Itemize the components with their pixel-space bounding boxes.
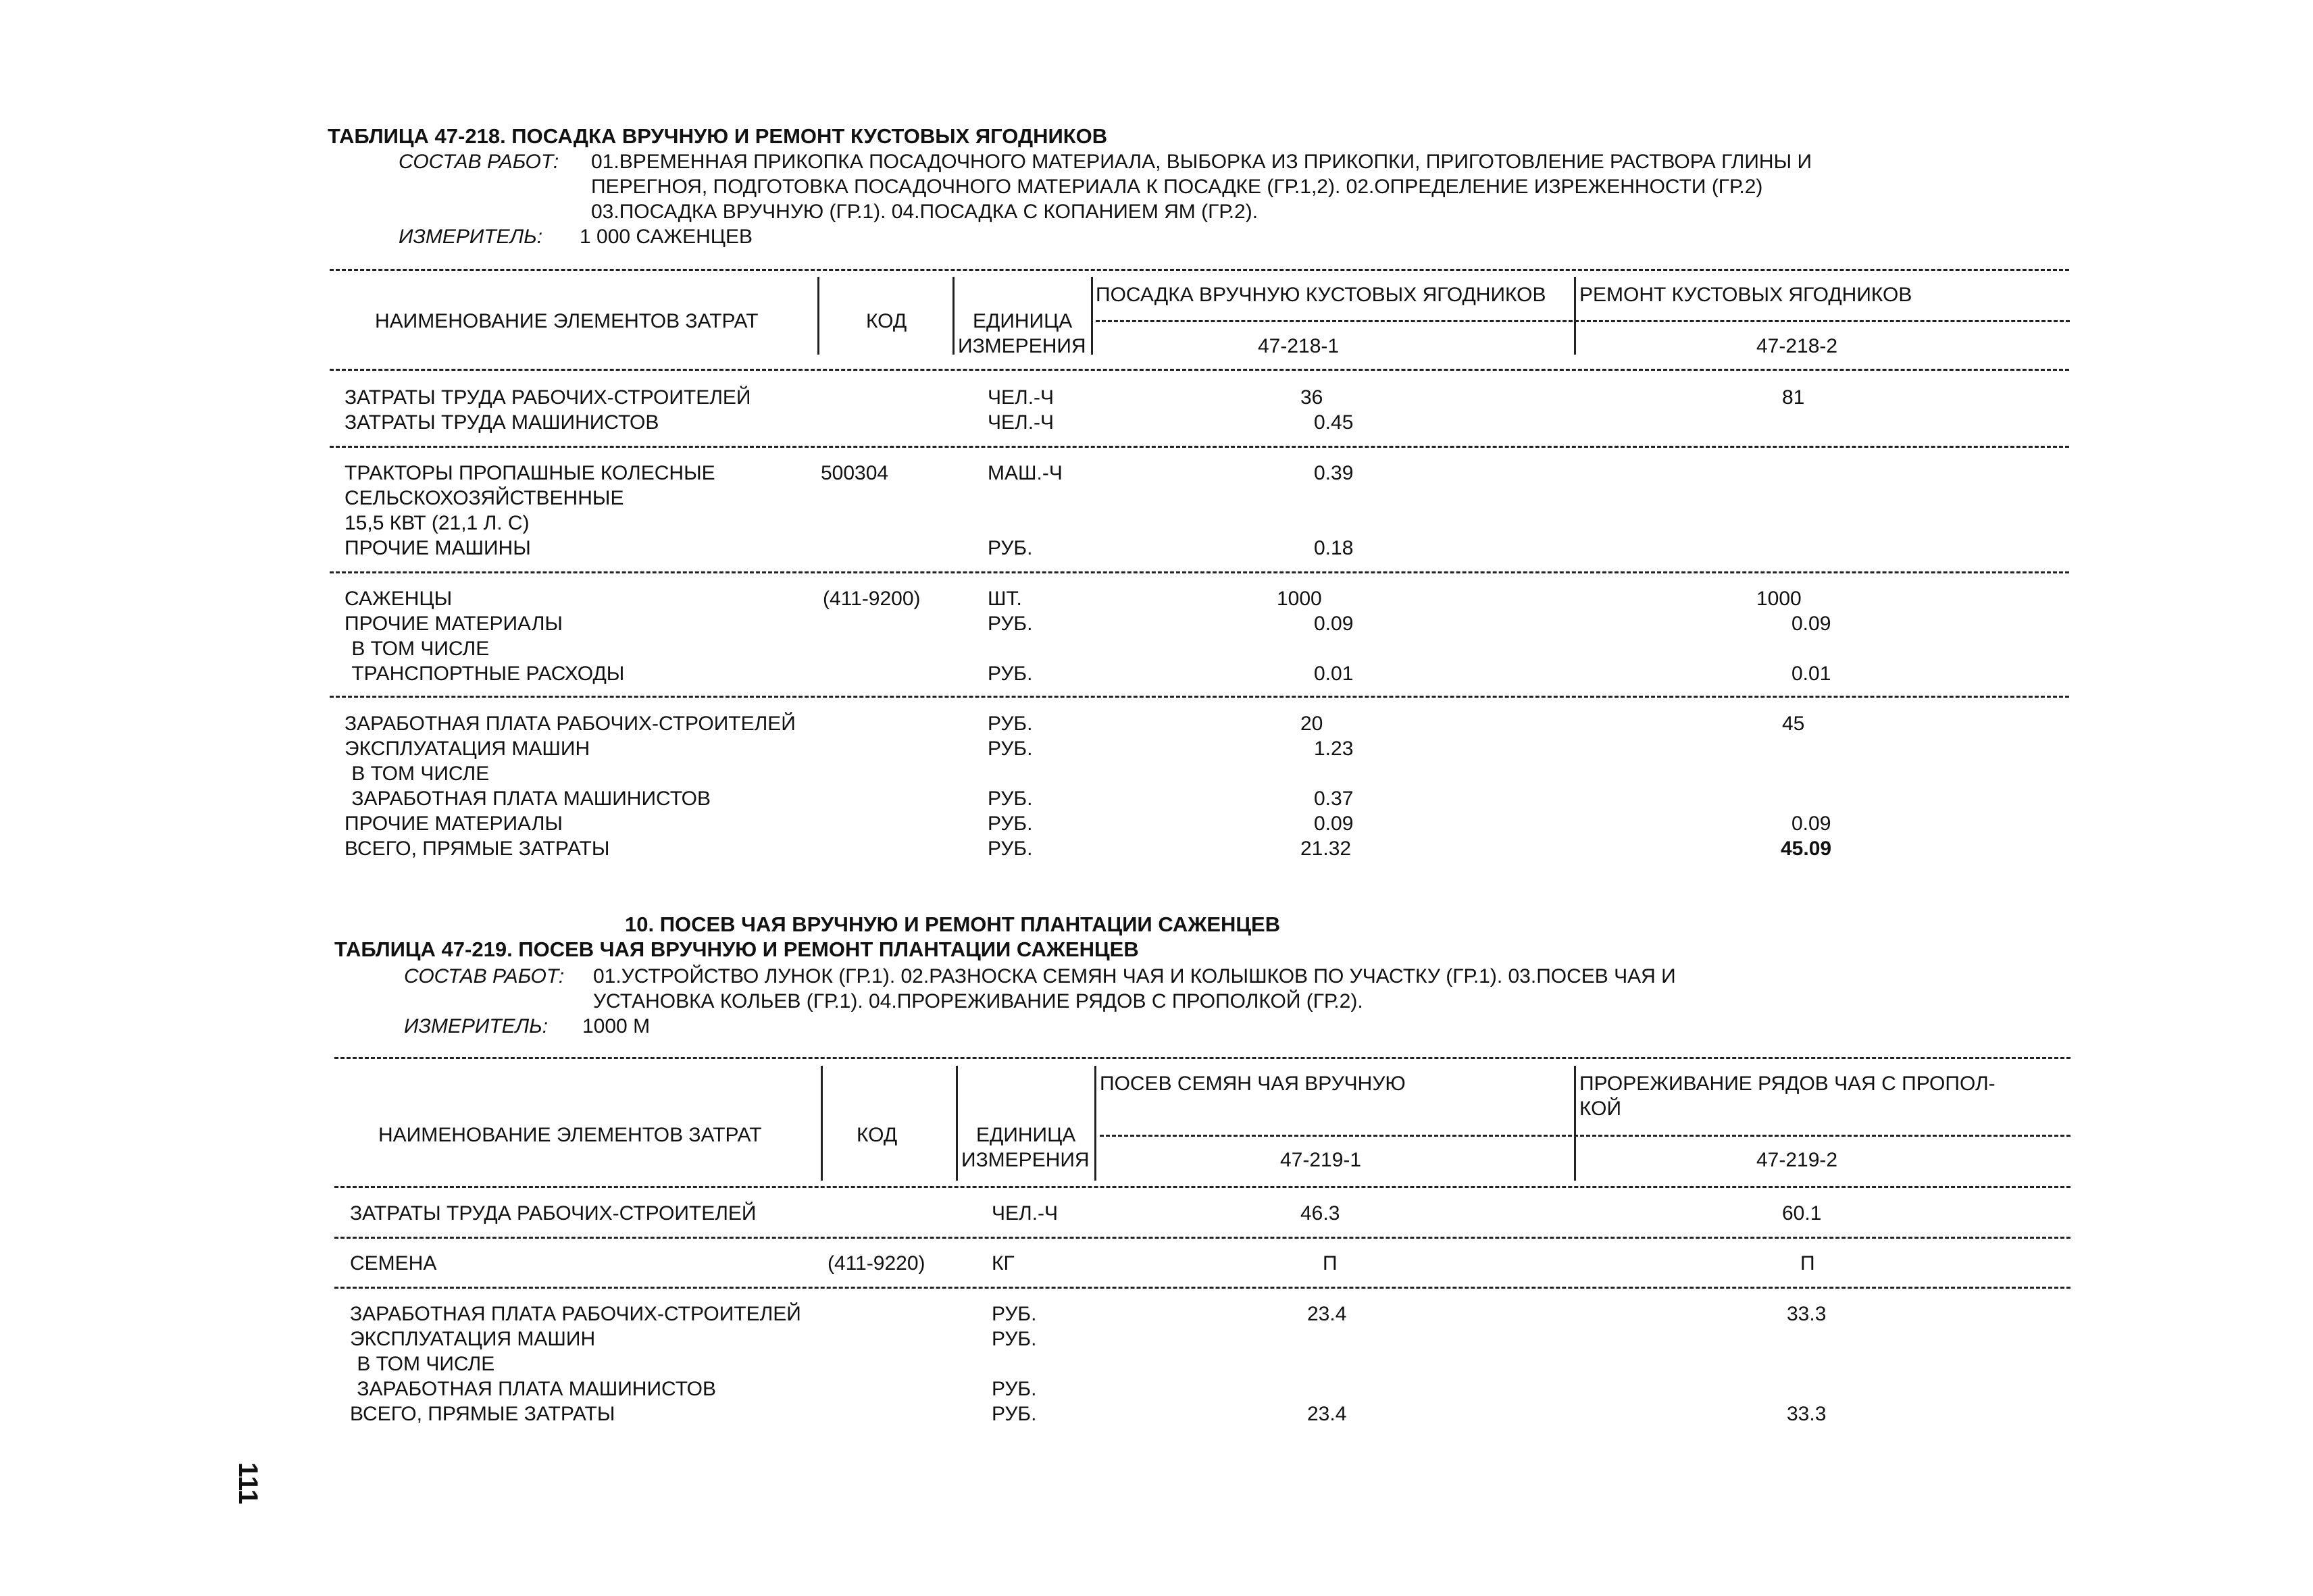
table2-row-unit: РУБ. [992, 1303, 1037, 1325]
table1-row-v1: 0.09 [1314, 813, 1354, 835]
table1-row-unit: РУБ. [988, 738, 1033, 760]
table1-row-code: 500304 [821, 462, 889, 484]
table1-header-sep [1574, 277, 1576, 355]
table1-row-unit: РУБ. [988, 613, 1033, 635]
table2-rule [334, 1237, 2070, 1239]
table2-row-v2: П [1800, 1252, 1815, 1275]
table1-name-header: НАИМЕНОВАНИЕ ЭЛЕМЕНТОВ ЗАТРАТ [375, 310, 759, 332]
table1-row-unit: РУБ. [988, 813, 1033, 835]
table1-row-name: ПРОЧИЕ МАТЕРИАЛЫ [345, 613, 563, 635]
table2-col1-code: 47-219-1 [1280, 1149, 1362, 1171]
table2-row-name: ЗАРАБОТНАЯ ПЛАТА РАБОЧИХ-СТРОИТЕЛЕЙ [350, 1303, 801, 1325]
table1-row-v1: 0.09 [1314, 613, 1354, 635]
table1-unit-header-2: ИЗМЕРЕНИЯ [958, 335, 1086, 357]
table1-row-name: ЗАТРАТЫ ТРУДА МАШИНИСТОВ [345, 411, 659, 434]
table1-row-v2: 1000 [1756, 588, 1802, 610]
table2-header-sep [1574, 1066, 1576, 1181]
table2-row-unit: РУБ. [992, 1328, 1037, 1350]
table1-row-name: ЗАТРАТЫ ТРУДА РАБОЧИХ-СТРОИТЕЛЕЙ [345, 386, 751, 409]
table1-row-v1: 0.45 [1314, 411, 1354, 434]
table1-measure-label: ИЗМЕРИТЕЛЬ: [399, 226, 543, 248]
table2-col1-title: ПОСЕВ СЕМЯН ЧАЯ ВРУЧНУЮ [1100, 1073, 1406, 1095]
table2-row-unit: КГ [992, 1252, 1015, 1275]
table1-rule [330, 696, 2069, 698]
table1-row-v1: 0.39 [1314, 462, 1354, 484]
table1-row-name: ПРОЧИЕ МАШИНЫ [345, 537, 531, 559]
table2-col2-title-1: ПРОРЕЖИВАНИЕ РЯДОВ ЧАЯ С ПРОПОЛ- [1579, 1073, 1996, 1095]
table2-unit-header-1: ЕДИНИЦА [976, 1124, 1076, 1146]
table1-row-v2: 45 [1782, 713, 1805, 735]
table2-header-subrule [1100, 1135, 2070, 1137]
table2-work-line-1: 01.УСТРОЙСТВО ЛУНОК (ГР.1). 02.РАЗНОСКА СЕМЯН ЧАЯ И КОЛЫШКОВ ПО УЧАСТКУ (ГР.1). 03.ПОСЕВ ЧАЯ И [593, 965, 1676, 987]
table2-row-v1: 46.3 [1300, 1202, 1340, 1225]
table2-col2-title-2: КОЙ [1579, 1098, 1622, 1120]
table1-row-unit: РУБ. [988, 663, 1033, 685]
table1-row-name: ПРОЧИЕ МАТЕРИАЛЫ [345, 813, 563, 835]
page-number: 111 [233, 1462, 263, 1505]
table1-row-code: (411-9200) [823, 588, 921, 610]
table1-row-name: ЗАРАБОТНАЯ ПЛАТА РАБОЧИХ-СТРОИТЕЛЕЙ [345, 713, 796, 735]
table2-measure-value: 1000 М [582, 1015, 651, 1037]
table2-row-unit: ЧЕЛ.-Ч [992, 1202, 1059, 1225]
table1-row-v1: 36 [1300, 386, 1323, 409]
table2-row-name: ЗАТРАТЫ ТРУДА РАБОЧИХ-СТРОИТЕЛЕЙ [350, 1202, 757, 1225]
table2-unit-header-2: ИЗМЕРЕНИЯ [961, 1149, 1090, 1171]
table1-header-subrule [1096, 320, 2070, 322]
table1-col2-code: 47-218-2 [1756, 335, 1838, 357]
table1-row-unit: МАШ.-Ч [988, 462, 1063, 484]
table2-row-v1: 23.4 [1307, 1303, 1347, 1325]
table1-row-v1: 1.23 [1314, 738, 1354, 760]
table1-header-sep [1091, 277, 1093, 355]
table1-unit-header-1: ЕДИНИЦА [973, 310, 1073, 332]
table1-row-v1: 0.37 [1314, 788, 1354, 810]
table2-row-code: (411-9220) [828, 1252, 925, 1275]
table1-row-name: ВСЕГО, ПРЯМЫЕ ЗАТРАТЫ [345, 838, 610, 860]
table1-row-v2: 0.01 [1791, 663, 1831, 685]
table1-row-v2: 0.09 [1791, 813, 1831, 835]
table1-col1-title: ПОСАДКА ВРУЧНУЮ КУСТОВЫХ ЯГОДНИКОВ [1096, 284, 1546, 306]
table2-work-line-2: УСТАНОВКА КОЛЬЕВ (ГР.1). 04.ПРОРЕЖИВАНИЕ РЯДОВ С ПРОПОЛКОЙ (ГР.2). [593, 990, 1363, 1012]
table1-row-v1: 0.18 [1314, 537, 1354, 559]
table2-row-v1: П [1323, 1252, 1338, 1275]
table1-row-name: 15,5 КВТ (21,1 Л. С) [345, 512, 530, 534]
table2-header-sep [1094, 1066, 1096, 1181]
table1-row-v2: 45.09 [1781, 838, 1832, 860]
table2-row-name: ЭКСПЛУАТАЦИЯ МАШИН [350, 1328, 596, 1350]
table1-row-v1: 1000 [1277, 588, 1322, 610]
table1-row-name: ЗАРАБОТНАЯ ПЛАТА МАШИНИСТОВ [346, 788, 711, 810]
table2-row-v2: 33.3 [1787, 1303, 1827, 1325]
table2-code-header: КОД [857, 1124, 898, 1146]
table1-row-unit: ШТ. [988, 588, 1022, 610]
table1-rule-header [330, 369, 2069, 371]
table1-row-v1: 20 [1300, 713, 1323, 735]
table2-row-v1: 23.4 [1307, 1403, 1347, 1425]
table2-name-header: НАИМЕНОВАНИЕ ЭЛЕМЕНТОВ ЗАТРАТ [378, 1124, 762, 1146]
table1-col1-code: 47-218-1 [1258, 335, 1340, 357]
table2-rule-header [334, 1186, 2070, 1188]
table1-row-unit: ЧЕЛ.-Ч [988, 386, 1054, 409]
table1-work-line-3: 03.ПОСАДКА ВРУЧНУЮ (ГР.1). 04.ПОСАДКА С КОПАНИЕМ ЯМ (ГР.2). [591, 201, 1259, 223]
table2-work-label: СОСТАВ РАБОТ: [404, 965, 565, 987]
table2-row-v2: 33.3 [1787, 1403, 1827, 1425]
table2-row-v2: 60.1 [1782, 1202, 1822, 1225]
table1-row-v2: 81 [1782, 386, 1805, 409]
table2-row-unit: РУБ. [992, 1378, 1037, 1400]
table1-work-label: СОСТАВ РАБОТ: [399, 151, 559, 173]
table1-work-line-2: ПЕРЕГНОЯ, ПОДГОТОВКА ПОСАДОЧНОГО МАТЕРИАЛА К ПОСАДКЕ (ГР.1,2). 02.ОПРЕДЕЛЕНИЕ ИЗРЕЖЕННОСТИ (ГР.2) [591, 176, 1763, 198]
table1-measure-value: 1 000 САЖЕНЦЕВ [580, 226, 753, 248]
table1-row-unit: ЧЕЛ.-Ч [988, 411, 1054, 434]
table1-work-line-1: 01.ВРЕМЕННАЯ ПРИКОПКА ПОСАДОЧНОГО МАТЕРИАЛА, ВЫБОРКА ИЗ ПРИКОПКИ, ПРИГОТОВЛЕНИЕ РАСТВОРА ГЛИНЫ И [591, 151, 1812, 173]
table2-row-name: ВСЕГО, ПРЯМЫЕ ЗАТРАТЫ [350, 1403, 615, 1425]
table2-row-name: В ТОМ ЧИСЛЕ [351, 1353, 495, 1375]
table2-measure-label: ИЗМЕРИТЕЛЬ: [404, 1015, 549, 1037]
table2-row-name: ЗАРАБОТНАЯ ПЛАТА МАШИНИСТОВ [351, 1378, 717, 1400]
table1-row-name: ТРАКТОРЫ ПРОПАШНЫЕ КОЛЕСНЫЕ [345, 462, 715, 484]
table1-row-unit: РУБ. [988, 838, 1033, 860]
table1-row-name: В ТОМ ЧИСЛЕ [346, 638, 490, 660]
table1-header-sep [952, 277, 955, 355]
table1-row-name: В ТОМ ЧИСЛЕ [346, 763, 490, 785]
table1-header-sep [817, 277, 819, 355]
table1-row-name: СЕЛЬСКОХОЗЯЙСТВЕННЫЕ [345, 487, 624, 509]
table2-header-sep [821, 1066, 823, 1181]
table1-rule-top [330, 269, 2069, 271]
table2-title: ТАБЛИЦА 47-219. ПОСЕВ ЧАЯ ВРУЧНУЮ И РЕМОНТ ПЛАНТАЦИИ САЖЕНЦЕВ [334, 937, 1139, 961]
table2-rule [334, 1287, 2070, 1289]
table2-rule-top [334, 1057, 2070, 1059]
table1-row-v1: 0.01 [1314, 663, 1354, 685]
table1-code-header: КОД [866, 310, 907, 332]
table1-col2-title: РЕМОНТ КУСТОВЫХ ЯГОДНИКОВ [1579, 284, 1912, 306]
table1-row-unit: РУБ. [988, 537, 1033, 559]
table1-title: ТАБЛИЦА 47-218. ПОСАДКА ВРУЧНУЮ И РЕМОНТ КУСТОВЫХ ЯГОДНИКОВ [328, 124, 1108, 148]
table1-row-unit: РУБ. [988, 788, 1033, 810]
table1-row-name: ЭКСПЛУАТАЦИЯ МАШИН [345, 738, 590, 760]
table2-col2-code: 47-219-2 [1756, 1149, 1838, 1171]
table1-row-name: САЖЕНЦЫ [345, 588, 453, 610]
table1-row-v1: 21.32 [1300, 838, 1352, 860]
table2-header-sep [956, 1066, 958, 1181]
table2-row-name: СЕМЕНА [350, 1252, 437, 1275]
table1-row-unit: РУБ. [988, 713, 1033, 735]
table1-rule [330, 446, 2069, 448]
table1-row-name: ТРАНСПОРТНЫЕ РАСХОДЫ [346, 663, 625, 685]
section-title: 10. ПОСЕВ ЧАЯ ВРУЧНУЮ И РЕМОНТ ПЛАНТАЦИИ САЖЕНЦЕВ [625, 912, 1281, 936]
table1-row-v2: 0.09 [1791, 613, 1831, 635]
table1-rule [330, 571, 2069, 573]
table2-row-unit: РУБ. [992, 1403, 1037, 1425]
